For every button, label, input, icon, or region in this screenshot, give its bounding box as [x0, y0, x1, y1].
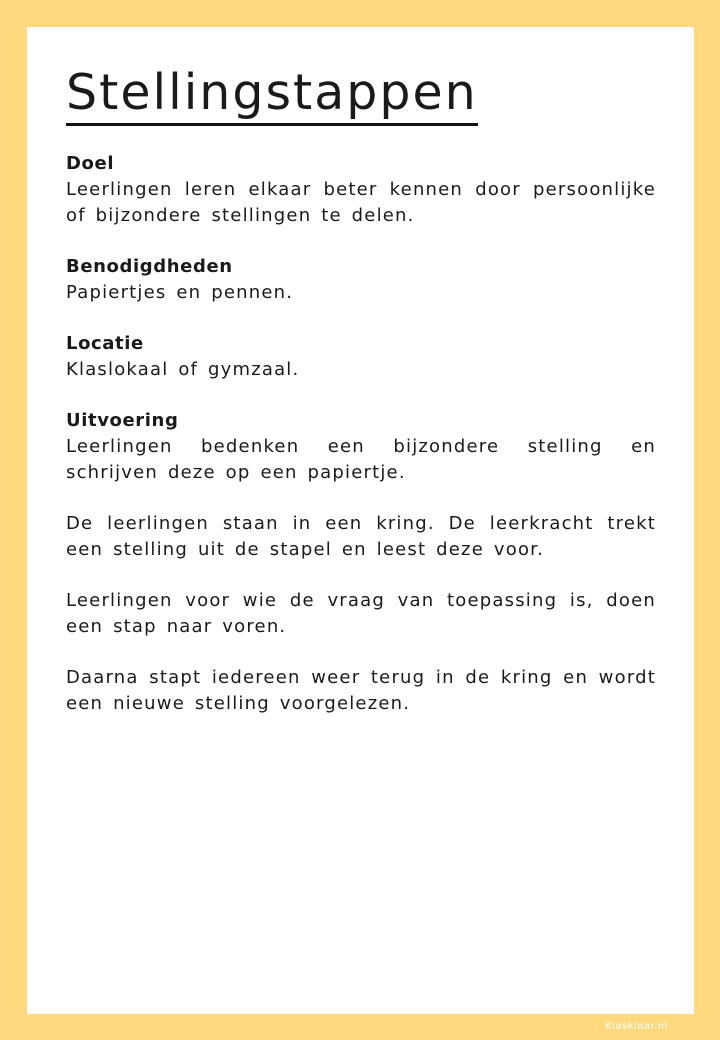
uitvoering-paragraph: Daarna stapt iedereen weer terug in de kring en wordt een nieuwe stelling voorgelezen.	[66, 667, 656, 714]
page-title: Stellingstappen	[66, 63, 478, 126]
section-uitvoering	[66, 408, 656, 717]
uitvoering-paragraph: De leerlingen staan in een kring. De leerkracht trekt een stelling uit de stapel en leest deze voor.	[66, 513, 656, 560]
section-heading: Locatie	[66, 333, 144, 354]
uitvoering-paragraph: Leerlingen voor wie de vraag van toepassing is, doen een stap naar voren.	[66, 590, 656, 637]
card-content	[66, 151, 656, 742]
section-doel	[66, 151, 656, 229]
section-benodigdheden	[66, 254, 656, 306]
activity-card	[27, 27, 694, 1014]
section-text: Klaslokaal of gymzaal.	[66, 359, 300, 380]
section-locatie	[66, 331, 656, 383]
section-text: Leerlingen leren elkaar beter kennen door persoonlijke of bijzondere stellingen te delen.	[66, 179, 656, 226]
section-heading: Benodigdheden	[66, 256, 233, 277]
section-heading: Uitvoering	[66, 410, 179, 431]
uitvoering-paragraph: Leerlingen bedenken een bijzondere stelling en schrijven deze op een papiertje.	[66, 436, 656, 483]
section-text: Papiertjes en pennen.	[66, 282, 294, 303]
footer-credit: Klasklaar.nl	[605, 1021, 668, 1032]
section-heading: Doel	[66, 153, 115, 174]
